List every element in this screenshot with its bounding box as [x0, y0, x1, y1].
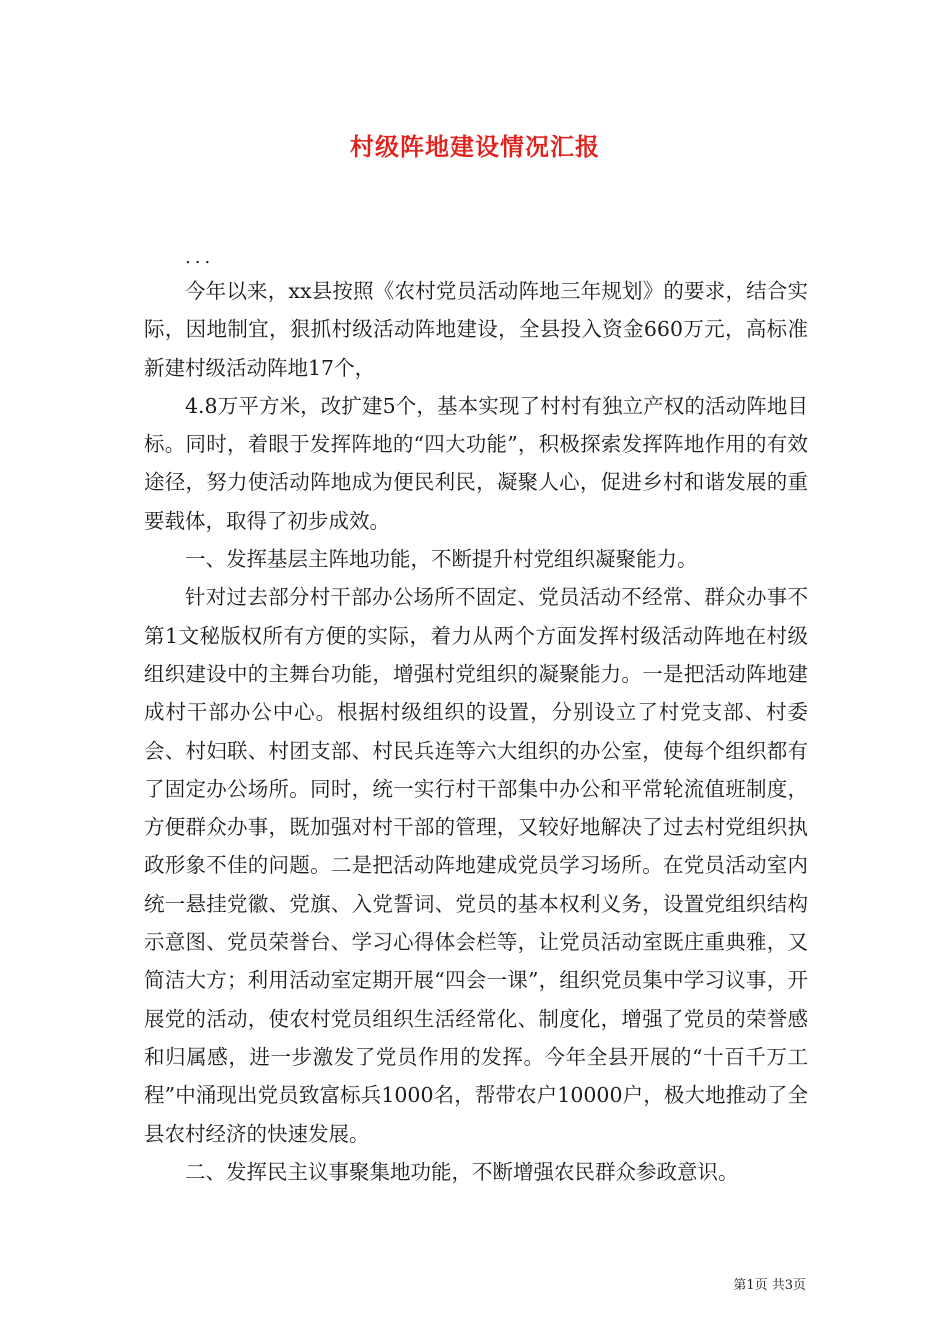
ellipsis-marker: ...	[185, 247, 215, 268]
paragraph: 针对过去部分村干部办公场所不固定、党员活动不经常、群众办事不第1文秘版权所有方便的实际，着力从两个方面发挥村级活动阵地在村级组织建设中的主舞台功能，增强村党组织的凝聚能力。一是把活动阵地建成村干部办公中心。根据村级组织的设置，分别设立了村党支部、村委会、村妇联、村团支部、村民兵连等六大组织的办公室，使每个组织都有了固定办公场所。同时，统一实行村干部集中办公和平常轮流值班制度，方便群众办事，既加强对村干部的管理，又较好地解决了过去村党组织执政形象不佳的问题。二是把活动阵地建成党员学习场所。在党员活动室内统一悬挂党徽、党旗、入党誓词、党员的基本权利义务，设置党组织结构示意图、党员荣誉台、学习心得体会栏等，让党员活动室既庄重典雅，又简洁大方；利用活动室定期开展“四会一课”，组织党员集中学习议事，开展党的活动，使农村党员组织生活经常化、制度化，增强了党员的荣誉感和归属感，进一步激发了党员作用的发挥。今年全县开展的“十百千万工程”中涌现出党员致富标兵1000名，帮带农户10000户，极大地推动了全县农村经济的快速发展。	[144, 585, 808, 1146]
document-body	[144, 272, 808, 1191]
paragraph: 4.8万平方米，改扩建5个，基本实现了村村有独立产权的活动阵地目标。同时，着眼于发挥阵地的“四大功能”，积极探索发挥阵地作用的有效途径，努力使活动阵地成为便民利民，凝聚人心，促进乡村和谐发展的重要载体，取得了初步成效。	[144, 393, 808, 533]
page-number-footer: 第1页 共3页	[733, 1278, 806, 1293]
paragraph: 今年以来，xx县按照《农村党员活动阵地三年规划》的要求，结合实际，因地制宜，狠抓村级活动阵地建设，全县投入资金660万元，高标准新建村级活动阵地17个，	[144, 279, 808, 380]
section-heading: 二、发挥民主议事聚集地功能，不断增强农民群众参政意识。	[185, 1159, 739, 1184]
section-heading: 一、发挥基层主阵地功能，不断提升村党组织凝聚能力。	[185, 547, 698, 572]
page-title: 村级阵地建设情况汇报	[350, 132, 600, 161]
